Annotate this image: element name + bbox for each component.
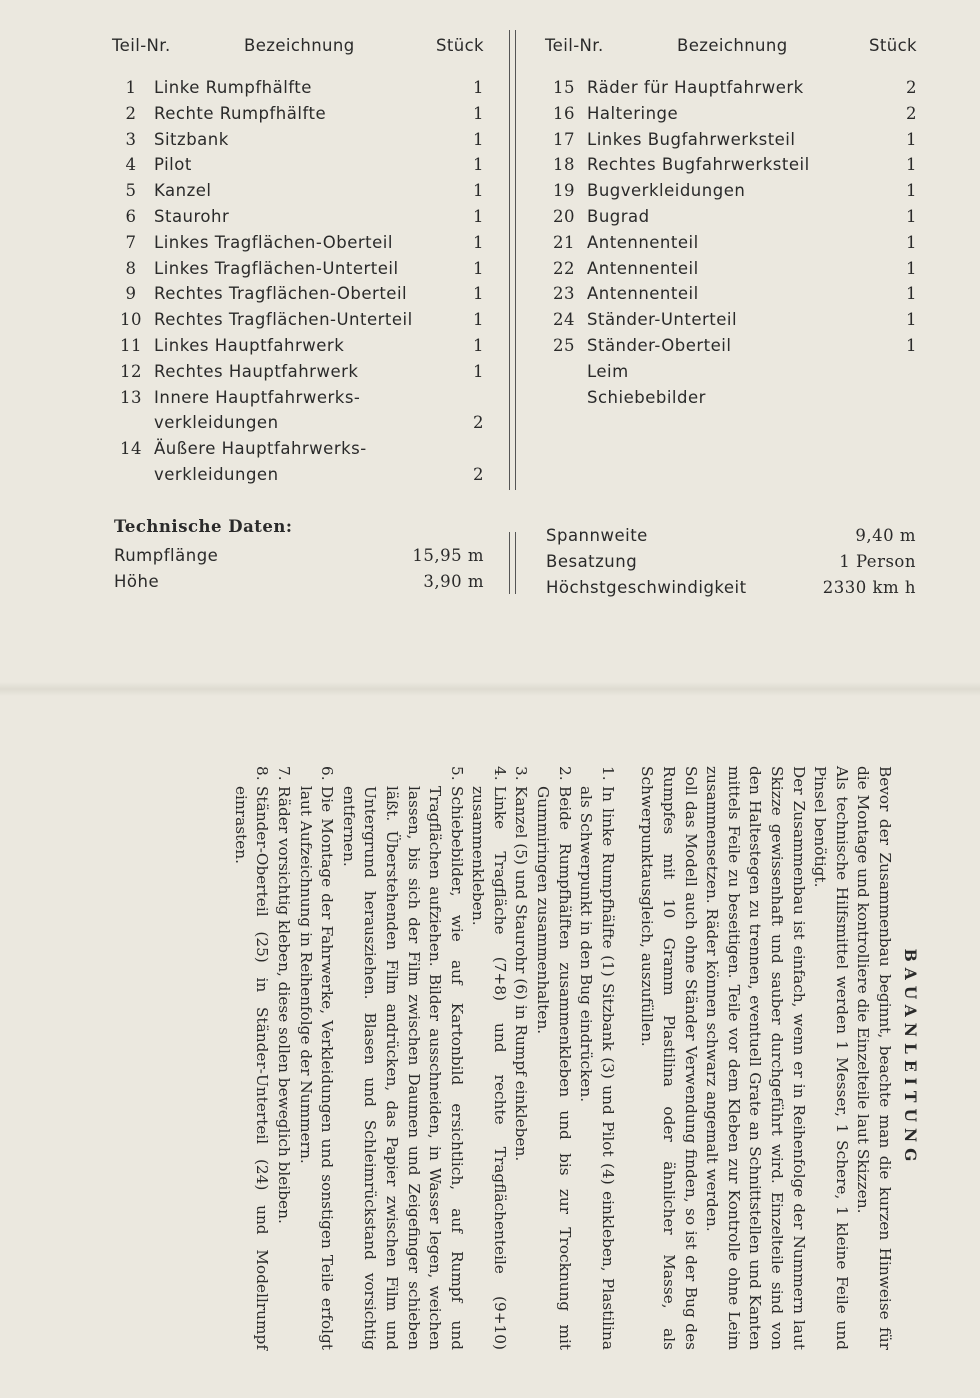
part-name: Antennenteil [587, 232, 699, 252]
part-quantity: 1 [906, 232, 917, 252]
part-number [545, 385, 583, 411]
part-number: 5 [125, 181, 137, 201]
column-divider [509, 532, 516, 594]
instruction-step [575, 766, 618, 1350]
part-number: 7 [125, 232, 137, 252]
instructions-title: BAUANLEITUNG [901, 948, 920, 1168]
part-quantity: 1 [906, 129, 917, 149]
part-row [112, 385, 484, 411]
part-quantity [456, 436, 484, 462]
part-quantity: 1 [906, 284, 917, 304]
header-quantity: Stück [868, 35, 917, 55]
part-row [112, 436, 484, 462]
part-row [545, 281, 917, 307]
column-divider [509, 30, 516, 490]
part-row [545, 230, 917, 256]
tech-data-row [114, 569, 484, 595]
step-number: 5. [447, 766, 466, 781]
part-number: 17 [553, 129, 575, 149]
part-name: Rechte Rumpfhälfte [154, 103, 327, 123]
tech-data-label: Rumpflänge [114, 546, 219, 565]
tech-data-row [546, 549, 916, 575]
parts-table-right [545, 30, 917, 410]
instruction-step [294, 766, 337, 1350]
part-number: 24 [553, 310, 575, 330]
part-name-continued: verkleidungen [154, 413, 279, 433]
part-name: Linkes Hauptfahrwerk [154, 335, 345, 355]
part-quantity: 1 [473, 78, 484, 97]
part-name: Halteringe [587, 103, 679, 123]
part-name: Staurohr [154, 206, 230, 226]
part-number: 18 [553, 155, 575, 175]
part-quantity: 1 [473, 258, 484, 278]
part-row [545, 178, 917, 204]
part-number [545, 359, 583, 385]
part-name: Bugverkleidungen [587, 181, 746, 201]
part-quantity: 1 [906, 155, 917, 175]
part-quantity [889, 385, 917, 411]
part-row [545, 204, 917, 230]
part-quantity: 1 [473, 284, 484, 304]
part-quantity [889, 359, 917, 385]
tech-data-label: Höhe [114, 571, 160, 591]
part-name: Kanzel [154, 181, 212, 201]
part-row [545, 101, 917, 127]
instruction-step [510, 766, 532, 1350]
paper-fold [0, 682, 980, 696]
part-name: Schiebebilder [587, 387, 706, 407]
intro-paragraph: Als technische Hilfsmittel werden 1 Messer, 1 Schere, 1 kleine Feile und Pinsel benötigt. [811, 766, 851, 1350]
instructions-section [62, 750, 936, 1370]
part-name: Bugrad [587, 206, 650, 226]
part-quantity: 1 [473, 361, 484, 381]
part-number: 20 [553, 206, 575, 226]
part-number: 11 [120, 335, 142, 355]
part-number: 21 [553, 232, 575, 252]
part-name: Ständer-Unterteil [587, 310, 738, 330]
part-quantity: 1 [906, 310, 917, 330]
part-number: 4 [125, 155, 137, 175]
part-number: 13 [120, 387, 142, 407]
part-number: 15 [553, 78, 575, 97]
part-name: Linke Rumpfhälfte [154, 78, 312, 97]
part-row [112, 152, 484, 178]
part-name: Leim [587, 361, 629, 381]
part-name: Antennenteil [587, 284, 699, 304]
part-number: 3 [125, 129, 137, 149]
tech-data-row [546, 575, 916, 601]
part-number: 14 [120, 439, 142, 459]
part-quantity: 1 [906, 335, 917, 355]
step-number: 3. [512, 766, 531, 781]
part-number: 19 [553, 181, 575, 201]
tech-data-label: Spannweite [546, 526, 648, 545]
part-name: Sitzbank [154, 129, 229, 149]
tech-data-row [546, 523, 916, 549]
instruction-step [467, 766, 510, 1350]
part-name: Äußere Hauptfahrwerks- [154, 439, 367, 459]
part-number: 2 [125, 103, 137, 123]
part-number: 22 [553, 258, 575, 278]
part-row-continued [112, 462, 484, 488]
part-name-continued: verkleidungen [154, 464, 279, 484]
tech-data-left [114, 517, 484, 595]
part-row [112, 230, 484, 256]
rotated-instructions [62, 750, 936, 1370]
tech-data-right [546, 523, 916, 600]
part-row [545, 307, 917, 333]
step-text: Kanzel (5) und Staurohr (6) in Rumpf einkleben. [512, 786, 531, 1162]
header-part-number: Teil-Nr. [112, 35, 171, 55]
tech-data-title: Technische Daten: [114, 517, 293, 536]
part-row [112, 359, 484, 385]
instructions-intro [636, 766, 895, 1350]
part-name: Linkes Tragflächen-Oberteil [154, 232, 393, 252]
tech-data-value: 3,90 m [423, 571, 484, 591]
part-row [112, 333, 484, 359]
part-quantity: 1 [906, 258, 917, 278]
part-row [545, 359, 917, 385]
parts-list-left [112, 75, 484, 488]
part-row [112, 281, 484, 307]
intro-paragraph: Der Zusammenbau ist einfach, wenn er in Reihenfolge der Nummern laut Skizze gewissenhaft und sauber durchgeführt wird. Einzelteile sind von den Haltestegen zu trennen, eventuell Grate an Schnittstellen und Kanten mittels Feile zu beseitigen. Teile vor dem Kleben zur Kontrolle ohne Leim zusammensetzen. Räder können schwarz angemalt werden. [703, 766, 808, 1350]
part-row [112, 178, 484, 204]
part-row [545, 127, 917, 153]
tech-data-value: 2330 km h [822, 577, 916, 597]
part-row [545, 75, 917, 101]
step-text: Räder vorsichtig kleben, diese sollen beweglich bleiben. [274, 786, 293, 1224]
intro-paragraph: Soll das Modell auch ohne Ständer Verwendung finden, so ist der Bug des Rumpfes mit 10 Gramm Plastilina oder ähnlicher Masse, als Schwerpunktausgleich, auszufüllen. [638, 766, 700, 1350]
tech-data-value: 1 Person [839, 551, 916, 571]
part-number: 25 [553, 335, 575, 355]
header-part-number: Teil-Nr. [545, 35, 604, 55]
part-row [112, 127, 484, 153]
tech-data-value: 9,40 m [855, 526, 916, 545]
intro-paragraph: Bevor der Zusammenbau beginnt, beachte man die kurzen Hinweise für die Montage und kontrolliere die Einzelteile laut Skizzen. [854, 766, 894, 1350]
part-number: 8 [125, 258, 137, 278]
part-number: 1 [125, 78, 137, 97]
step-number: 8. [253, 766, 272, 781]
part-quantity: 2 [473, 413, 484, 433]
tech-data-label: Besatzung [546, 551, 638, 571]
step-number: 6. [318, 766, 337, 781]
parts-list-section [0, 0, 980, 682]
part-quantity: 1 [473, 335, 484, 355]
part-name: Rechtes Bugfahrwerksteil [587, 155, 810, 175]
step-text: Schiebebilder, wie auf Kartonbild ersichtlich, auf Rumpf und Tragflächen aufziehen. Bilder ausschneiden, in Wasser legen, weichen lassen, bis sich der Film zwischen Daumen und Zeigefinger schieben läßt. Überstehenden Film andrücken, das Papier zwischen Film und Untergrund herausziehen. Blasen und Schleimrückstand vorsichtig entfernen. [339, 786, 466, 1350]
part-number: 10 [120, 310, 142, 330]
step-text: Linke Tragfläche (7+8) und rechte Tragflächenteile (9+10) zusammenkleben. [469, 786, 509, 1350]
part-name: Linkes Tragflächen-Unterteil [154, 258, 399, 278]
part-quantity: 2 [906, 103, 917, 123]
parts-table-header [112, 30, 484, 60]
parts-table-header [545, 30, 917, 60]
part-row [545, 385, 917, 411]
part-quantity: 1 [473, 155, 484, 175]
part-row-continued [112, 410, 484, 436]
part-number: 12 [120, 361, 142, 381]
part-name: Innere Hauptfahrwerks- [154, 387, 361, 407]
part-row [112, 101, 484, 127]
part-quantity: 1 [473, 232, 484, 252]
part-name: Pilot [154, 155, 192, 175]
part-number: 9 [125, 284, 137, 304]
instructions-steps [229, 766, 618, 1350]
part-quantity: 2 [473, 464, 484, 484]
instruction-step [272, 766, 294, 1350]
part-quantity: 1 [906, 181, 917, 201]
part-name: Rechtes Tragflächen-Oberteil [154, 284, 408, 304]
tech-data-row [114, 543, 484, 569]
part-name: Linkes Bugfahrwerksteil [587, 129, 796, 149]
part-number: 16 [553, 103, 575, 123]
part-quantity: 1 [473, 129, 484, 149]
part-name: Rechtes Tragflächen-Unterteil [154, 310, 413, 330]
parts-table-left [112, 30, 484, 488]
part-quantity: 1 [473, 181, 484, 201]
step-text: In linke Rumpfhälfte (1) Sitzbank (3) und Pilot (4) einkleben, Plastilina als Schwerpunkt in den Bug eindrücken. [577, 786, 617, 1350]
part-name: Rechtes Hauptfahrwerk [154, 361, 359, 381]
header-designation: Bezeichnung [244, 35, 355, 55]
part-number [112, 462, 150, 488]
instruction-step [337, 766, 467, 1350]
instruction-step [532, 766, 575, 1350]
part-quantity: 1 [473, 103, 484, 123]
step-number: 4. [490, 766, 509, 781]
part-number: 6 [125, 206, 137, 226]
instruction-step [229, 766, 272, 1350]
part-quantity: 2 [906, 78, 917, 97]
part-row [112, 256, 484, 282]
step-number: 1. [598, 766, 617, 781]
part-quantity: 1 [473, 310, 484, 330]
part-row [112, 75, 484, 101]
part-row [112, 204, 484, 230]
part-row [545, 333, 917, 359]
tech-data-value: 15,95 m [412, 546, 484, 565]
part-name: Ständer-Oberteil [587, 335, 732, 355]
step-text: Beide Rumpfhälften zusammenkleben und bis zur Trocknung mit Gummiringen zusammenhalten. [534, 786, 574, 1350]
part-quantity: 1 [473, 206, 484, 226]
part-row [112, 307, 484, 333]
part-quantity: 1 [906, 206, 917, 226]
step-text: Die Montage der Fahrwerke, Verkleidungen und sonstigen Teile erfolgt laut Aufzeichnung in Reihenfolge der Nummern. [296, 786, 337, 1350]
tech-data-label: Höchstgeschwindigkeit [546, 577, 747, 597]
part-row [545, 152, 917, 178]
part-quantity [456, 385, 484, 411]
step-number: 7. [274, 766, 293, 781]
header-designation: Bezeichnung [677, 35, 788, 55]
part-name: Antennenteil [587, 258, 699, 278]
part-row [545, 256, 917, 282]
step-text: Ständer-Oberteil (25) in Ständer-Unterteil (24) und Modellrumpf einrasten. [231, 786, 272, 1350]
part-number [112, 410, 150, 436]
step-number: 2. [555, 766, 574, 781]
part-number: 23 [553, 284, 575, 304]
parts-list-right [545, 75, 917, 410]
header-quantity: Stück [435, 35, 484, 55]
part-name: Räder für Hauptfahrwerk [587, 78, 804, 97]
